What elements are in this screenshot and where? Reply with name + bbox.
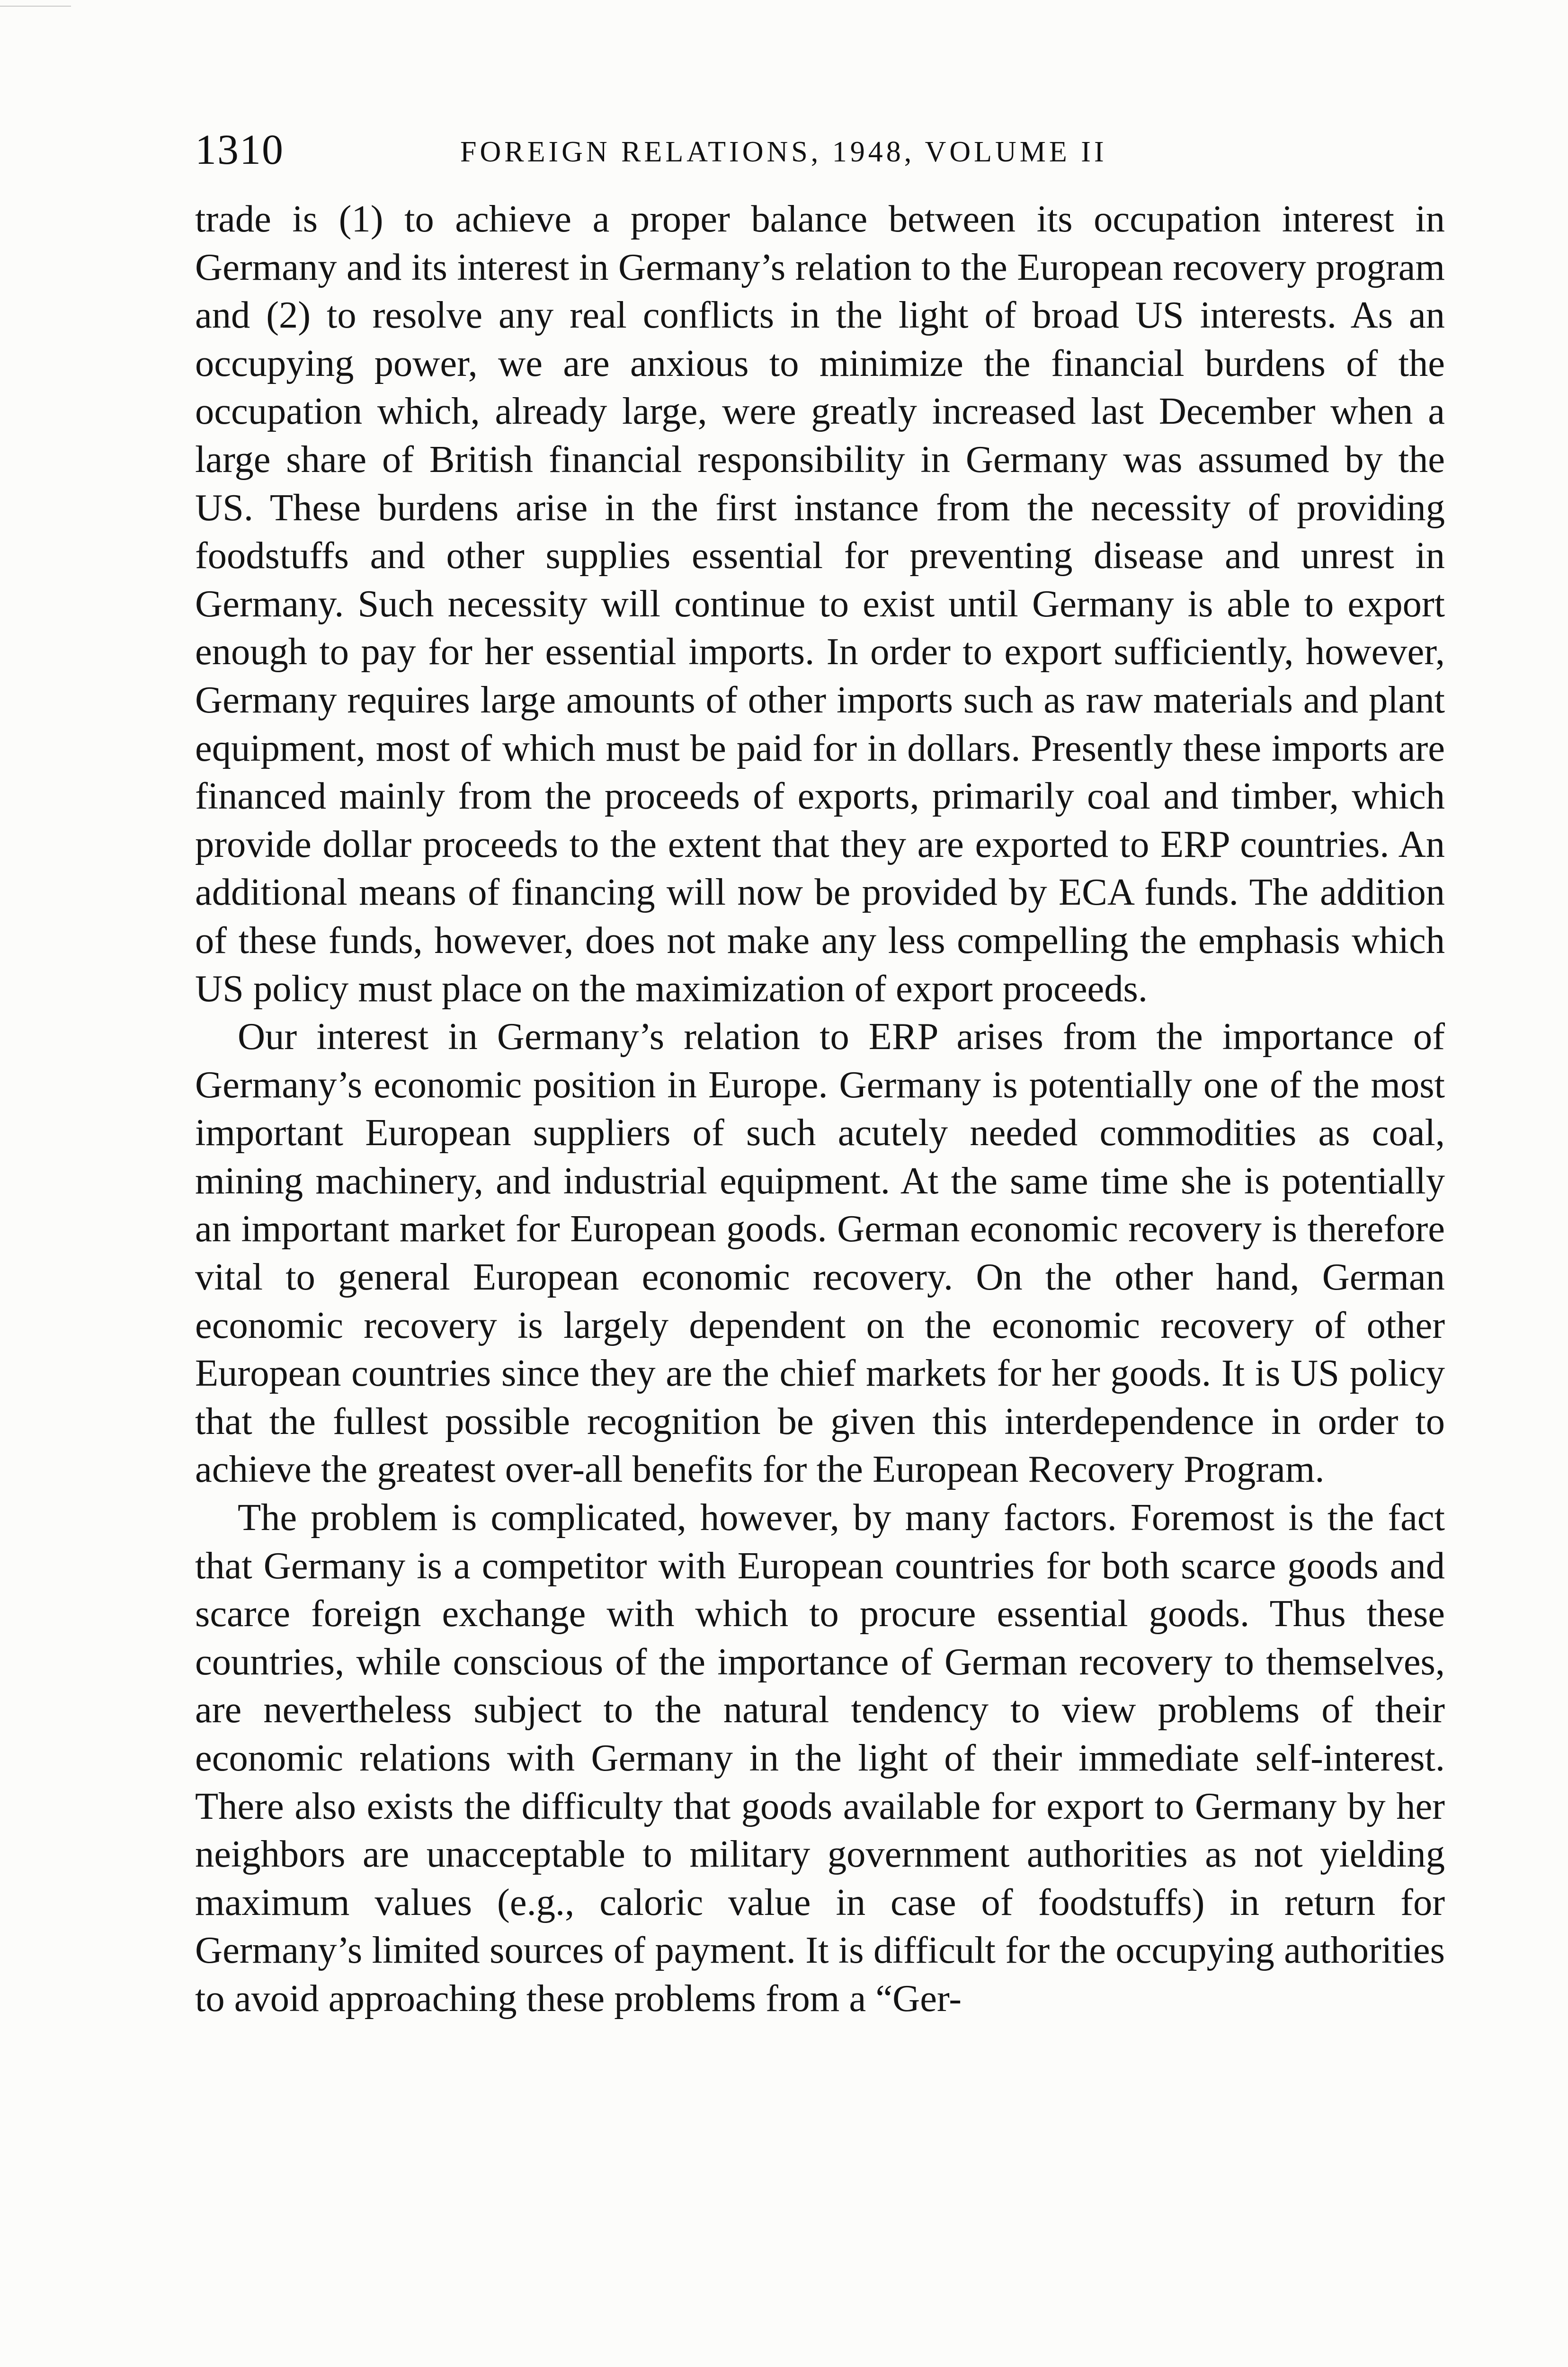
page-number: 1310 [195,126,284,173]
paragraph-continued: trade is (1) to achieve a proper balance between its occupation interest in Germany and its interest in Germany’s relation to the European recovery program and (2) to resolve any real conflicts in the light of broad US interests. As an occupying power, we are anxious to minimize the financial burdens of the occupation which, already large, were greatly increased last December when a large share of British financial responsibility in Germany was assumed by the US. These burdens arise in the first instance from the necessity of providing foodstuffs and other supplies essential for preventing disease and unrest in Germany. Such necessity will continue to exist until Germany is able to export enough to pay for her essential imports. In order to export sufficiently, however, Germany requires large amounts of other imports such as raw materials and plant equipment, most of which must be paid for in dollars. Presently these imports are financed mainly from the proceeds of exports, primarily coal and timber, which provide dollar proceeds to the extent that they are exported to ERP countries. An additional means of financing will now be provided by ECA funds. The addition of these funds, however, does not make any less compelling the emphasis which US policy must place on the maximization of export proceeds. [195,198,1445,1010]
paragraph: The problem is complicated, however, by many factors. Foremost is the fact that Germany is a competitor with European countries for both scarce goods and scarce foreign exchange with which to procure essential goods. Thus these countries, while conscious of the importance of German recovery to themselves, are nevertheless subject to the natural tendency to view problems of their economic relations with Germany in the light of their immediate self-interest. There also exists the difficulty that goods available for export to Germany by her neighbors are unacceptable to military government authorities as not yielding maximum values (e.g., caloric value in case of foodstuffs) in return for Germany’s limited sources of payment. It is difficult for the occupying authorities to avoid approaching these problems from a “Ger- [195,1496,1445,2020]
page-header [195,124,1445,176]
running-head: FOREIGN RELATIONS, 1948, VOLUME II [460,136,1107,168]
body-text [195,195,1445,2023]
paragraph: Our interest in Germany’s relation to ERP arises from the importance of Germany’s economic position in Europe. Germany is potentially one of the most important European suppliers of such acutely needed commodities as coal, mining machinery, and industrial equipment. At the same time she is potentially an important market for European goods. German economic recovery is therefore vital to general European economic recovery. On the other hand, German economic recovery is largely dependent on the economic recovery of other European countries since they are the chief markets for her goods. It is US policy that the fullest possible recognition be given this interdependence in order to achieve the greatest over-all benefits for the European Recovery Program. [195,1015,1445,1491]
scan-edge-line [0,6,71,7]
